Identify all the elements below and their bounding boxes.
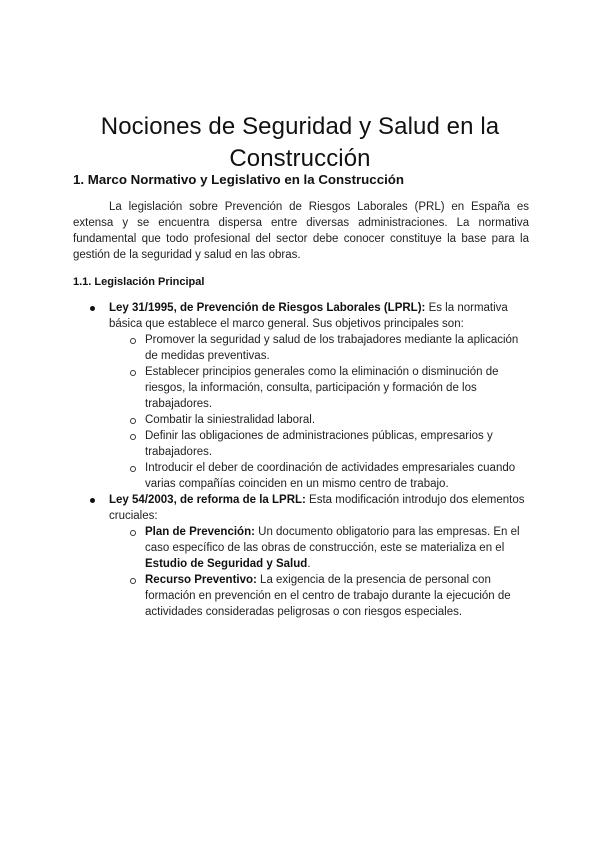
circle-bullet-icon (130, 338, 136, 344)
bullet-icon (90, 306, 95, 311)
list-item: Establecer principios generales como la eliminación o disminución de riesgos, la información, consulta, participación y formación de los trabajadores. (128, 364, 530, 412)
bullet-icon (90, 498, 95, 503)
list-item: Combatir la siniestralidad laboral. (128, 412, 530, 428)
circle-bullet-icon (130, 370, 136, 376)
legislation-list (90, 300, 530, 620)
circle-bullet-icon (130, 578, 136, 584)
law-description: Es la normativa básica que establece el marco general. Sus objetivos principales son: (109, 302, 508, 330)
circle-bullet-icon (130, 466, 136, 472)
section-heading-1: 1. Marco Normativo y Legislativo en la Construcción (73, 172, 405, 187)
law-description: Esta modificación introdujo dos elementos cruciales: (109, 494, 525, 522)
list-item-plan-prevencion: Plan de Prevención: Un documento obligatorio para las empresas. En el caso específico de las obras de construcción, este se materializa en el Estudio de Seguridad y Salud. (128, 524, 530, 572)
law-name: Ley 54/2003, de reforma de la LPRL: (109, 494, 306, 506)
list-item: Introducir el deber de coordinación de actividades empresariales cuando varias compañías coinciden en un mismo centro de trabajo. (128, 460, 530, 492)
list-item: Definir las obligaciones de administraciones públicas, empresarios y trabajadores. (128, 428, 530, 460)
circle-bullet-icon (130, 418, 136, 424)
page-title: Nociones de Seguridad y Salud en la Construcción (100, 113, 500, 173)
list-item-recurso-preventivo: Recurso Preventivo: La exigencia de la presencia de personal con formación en prevención en el centro de trabajo durante la ejecución de actividades consideradas peligrosas o con riesgos especiales. (128, 572, 530, 620)
elements-list (109, 524, 530, 620)
circle-bullet-icon (130, 434, 136, 440)
list-item-ley-31-1995 (90, 300, 530, 492)
subsection-heading-1-1: 1.1. Legislación Principal (73, 276, 205, 288)
law-name: Ley 31/1995, de Prevención de Riesgos Laborales (LPRL): (109, 302, 426, 314)
objectives-list (109, 332, 530, 492)
circle-bullet-icon (130, 530, 136, 536)
list-item: Promover la seguridad y salud de los trabajadores mediante la aplicación de medidas preventivas. (128, 332, 530, 364)
section-paragraph: La legislación sobre Prevención de Riesgos Laborales (PRL) en España es extensa y se encuentra dispersa entre diversas administraciones. La normativa fundamental que todo profesional del sector debe conocer constituye la base para la gestión de la seguridad y salud en las obras. (73, 201, 529, 261)
list-item-ley-54-2003 (90, 492, 530, 620)
